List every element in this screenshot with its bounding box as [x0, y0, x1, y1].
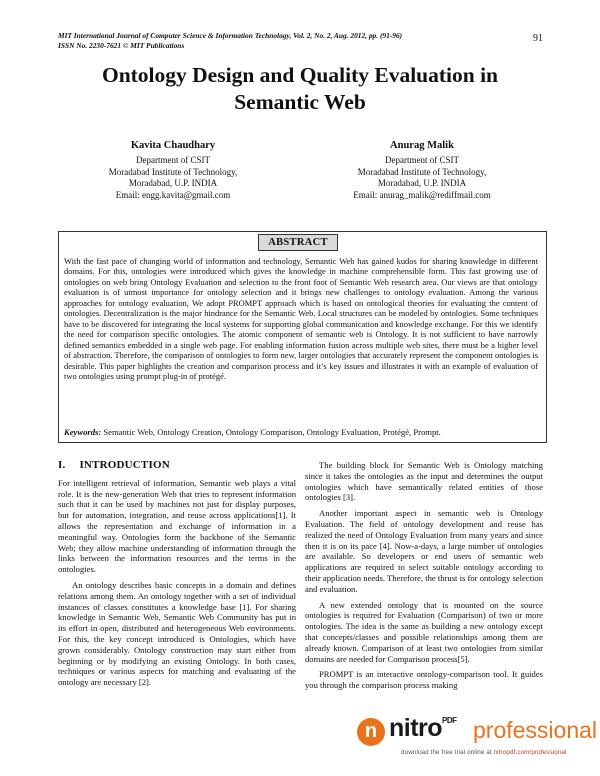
journal-citation: MIT International Journal of Computer Science & Information Technology, Vol. 2, No. 2, Aug. 2012, pp. (91-96) — [58, 31, 403, 40]
paragraph: Another important aspect in semantic web is Ontology Evaluation. The field of ontology development and reuse has realized the need of Ontology Evaluation from many years and since then it is on its pace [4]. Now-a-days, a large number of ontologies are available. So developers or end users of semantic web applications are required to select suitable ontology according to their application needs. Therefore, the thrust is for ontology selection and evaluation. — [305, 508, 543, 594]
paragraph: For intelligent retrieval of information, Semantic web plays a vital role. It is the new-generation Web that tries to represent information such that it can be used by machines not just for display purposes, but for automation, integration, and reuse across applications[1]. It allows the representation and exchange of information in a meaningful way. Ontologies form the backbone of the Semantic Web; they allow machine understanding of information through the links between the information resources and the terms in the ontologies. — [58, 477, 296, 575]
author-block-1 — [78, 140, 268, 202]
keywords-line — [64, 427, 542, 437]
paragraph: The building block for Semantic Web is Ontology matching since it takes the ontologies as the input and determines the output ontologies which have semantically related entities of those ontologies [3]. — [305, 460, 543, 503]
author-block-2 — [327, 140, 517, 202]
abstract-heading: ABSTRACT — [258, 234, 338, 251]
author-institute: Moradabad Institute of Technology, — [357, 166, 487, 177]
author-department: Department of CSIT — [136, 154, 210, 165]
issn-line: ISSN No. 2230-7621 © MIT Publications — [58, 40, 185, 50]
author-name: Anurag Malik — [390, 140, 454, 151]
keywords-list: Semantic Web, Ontology Creation, Ontology Comparison, Ontology Evaluation, Protégé, Prompt. — [103, 427, 441, 437]
paper-title — [40, 62, 560, 116]
author-email: Email: anurag_malik@rediffmail.com — [353, 190, 491, 201]
author-department: Department of CSIT — [385, 154, 459, 165]
paragraph: A new extended ontology that is mounted on the source ontologies is required for Evaluation (Comparison) of two or more ontologies. The idea is the same as building a new ontology except that concepts/classes and possible relationships among them are already known. Comparison of at least two ontologies from similar domains are needed for Comparison process[5]. — [305, 599, 543, 664]
nitro-download-link[interactable]: download the free trial online at nitropdf.com/professional — [401, 749, 567, 756]
section-heading — [58, 460, 296, 471]
author-institute: Moradabad Institute of Technology, — [108, 166, 238, 177]
title-line-2: Semantic Web — [234, 90, 366, 114]
author-city: Moradabad, U.P. INDIA — [128, 178, 218, 189]
paragraph: PROMPT is an interactive ontology-comparison tool. It guides you through the comparison process making — [305, 669, 543, 691]
left-column — [58, 460, 296, 693]
title-line-1: Ontology Design and Quality Evaluation in — [101, 63, 499, 87]
nitro-watermark[interactable] — [357, 714, 600, 776]
right-column — [305, 460, 543, 696]
nitro-brand: nitro$^{PDF}$ — [389, 714, 457, 742]
author-email: Email: engg.kavita@gmail.com — [115, 190, 231, 201]
page-number: 91 — [533, 33, 543, 44]
author-city: Moradabad, U.P. INDIA — [377, 178, 467, 189]
nitro-pdf-mark: PDF — [442, 716, 457, 725]
author-name: Kavita Chaudhary — [130, 140, 216, 151]
nitro-tier: professional — [473, 717, 598, 743]
abstract-text: With the fast pace of changing world of information and technology, Semantic Web has gained kudos for sharing knowledge in different domains. For this, ontologies were introduced which gives the knowledge in machine comprehensible form. This fast growing use of ontologies on web bring Ontology Evaluation and selection to the front foot of Semantic Web research area. Our views are that ontology evaluation is of utmost importance for ontology selection and it brings new challenges to ontology evaluation. Among the various approaches for ontology evaluation, We adopt PROMPT approach which is based on ontological theories for evaluating the content of ontologies. Decentralization is the major hindrance for the Semantic Web. Local structures can be modeled by ontologies. Some techniques have to be discovered for integrating the local systems for supporting global communication and knowledge exchange. For this we identify the need for comparison specific ontologies. The atomic component of semantic web is Ontology. It is not sufficient to have narrowly defined semantics embedded in a single web page. For enabling information fusion across multiple web sites, there must be a higher level of abstraction. Therefore, the comparison of ontologies to form new, larger ontologies that accurately represent the component ontologies is desirable. This paper highlights the creation and comparison process and it’s key issues and illustrates it with an example of evaluation of two ontologies using prompt plug-in of protégé. — [64, 256, 538, 381]
paragraph: An ontology describes basic concepts in a domain and defines relations among them. An ontology together with a set of individual instances of classes constitutes a knowledge base [1]. For sharing knowledge in Semantic Web, Semantic Web Community has put in its effort in open, distributed and heterogeneous Web environments. For this, the key concept introduced is Ontologies, which have grown considerably. Ontology construction may start either from beginning or by modifying an existing Ontology. In both cases, techniques or various aspects for matching and evaluating of the ontology are necessary [2]. — [58, 579, 296, 688]
keywords-label: Keywords: — [64, 427, 102, 437]
journal-header — [58, 31, 402, 50]
nitro-logo-icon: n — [357, 718, 385, 746]
section-number: I. — [58, 459, 66, 471]
section-title: INTRODUCTION — [79, 459, 170, 471]
